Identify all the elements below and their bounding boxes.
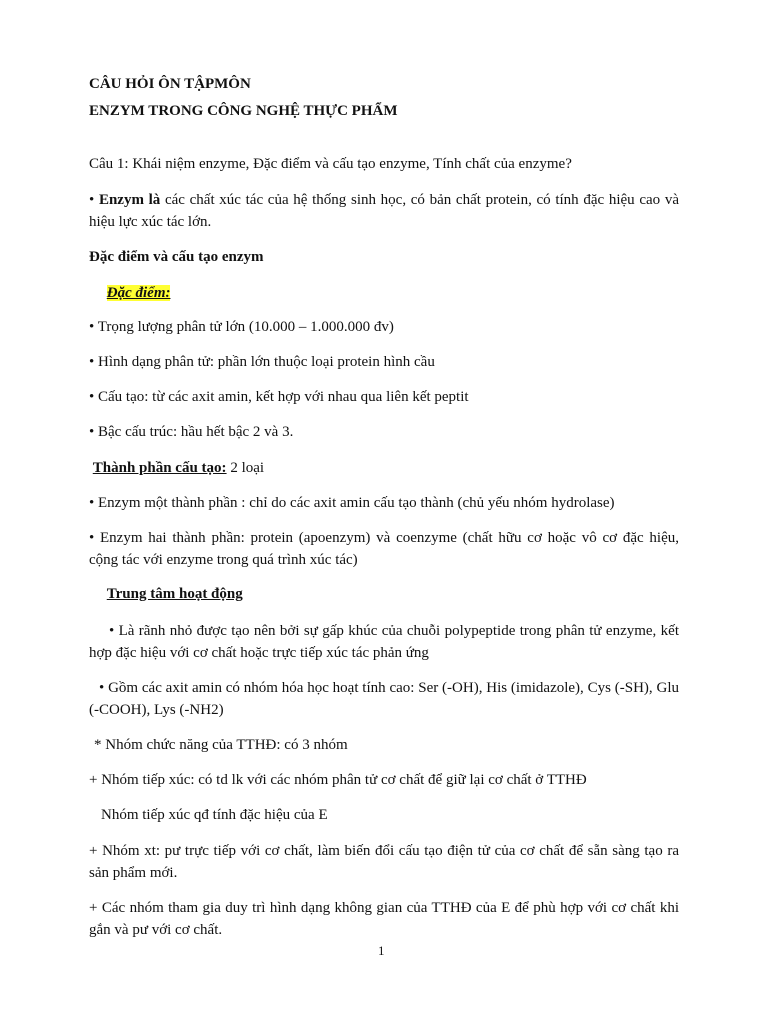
feature-item: • Hình dạng phân tử: phần lớn thuộc loại protein hình cầu — [89, 354, 435, 370]
section-heading: Đặc điểm và cấu tạo enzym — [89, 249, 264, 265]
feature-item: • Bậc cấu trúc: hầu hết bậc 2 và 3. — [89, 424, 294, 440]
definition-text: các chất xúc tác của hệ thống sinh học, có bản chất protein, có tính đặc hiệu cao và hiệu lực xúc tác lớn. — [89, 192, 680, 230]
features-heading — [89, 282, 679, 304]
composition-value: 2 loại — [226, 460, 265, 476]
composition-item: • Enzym một thành phần : chỉ do các axit amin cấu tạo thành (chủ yếu nhóm hydrolase) — [89, 495, 615, 511]
composition-item: • Enzym hai thành phần: protein (apoenzym) và coenzyme (chất hữu cơ hoặc vô cơ đặc hiệu, cộng tác với enzyme trong quá trình xúc tác) — [89, 530, 679, 568]
features-label: Đặc điểm: — [106, 285, 171, 301]
group-item: + Các nhóm tham gia duy trì hình dạng không gian của TTHĐ của E để phù hợp với cơ chất khi gắn và pư với cơ chất. — [89, 900, 679, 938]
groups-intro: * Nhóm chức năng của TTHĐ: có 3 nhóm — [94, 737, 348, 753]
active-center-label: Trung tâm hoạt động — [106, 586, 243, 602]
definition-paragraph — [89, 189, 679, 233]
question-1: Câu 1: Khái niệm enzyme, Đặc điểm và cấu tạo enzyme, Tính chất của enzyme? — [89, 156, 572, 172]
composition-label: Thành phần cấu tạo: — [92, 460, 227, 476]
title-line-2: ENZYM TRONG CÔNG NGHỆ THỰC PHẨM — [89, 103, 398, 119]
active-center-item: • Là rãnh nhỏ được tạo nên bởi sự gấp khúc của chuỗi polypeptide trong phân tử enzyme, kết hợp đặc hiệu với cơ chất hoặc trực tiếp xúc tác phản ứng — [89, 623, 679, 661]
title-line-1: CÂU HỎI ÔN TẬPMÔN — [89, 76, 251, 92]
group-item: Nhóm tiếp xúc qđ tính đặc hiệu của E — [101, 807, 328, 823]
active-center-heading — [89, 583, 679, 605]
composition-heading — [89, 457, 679, 479]
bullet: • — [89, 192, 95, 208]
page-number: 1 — [378, 943, 385, 958]
feature-item: • Trọng lượng phân tử lớn (10.000 – 1.000.000 đv) — [89, 319, 394, 335]
group-item: + Nhóm tiếp xúc: có td lk với các nhóm phân tử cơ chất để giữ lại cơ chất ở TTHĐ — [89, 772, 587, 788]
group-item: + Nhóm xt: pư trực tiếp với cơ chất, làm biến đổi cấu tạo điện tử của cơ chất để sẵn sàng tạo ra sản phẩm mới. — [89, 843, 679, 881]
active-center-item: • Gồm các axit amin có nhóm hóa học hoạt tính cao: Ser (-OH), His (imidazole), Cys (-SH), Glu (-COOH), Lys (-NH2) — [89, 680, 679, 718]
definition-term: Enzym là — [98, 192, 161, 208]
feature-item: • Cấu tạo: từ các axit amin, kết hợp với nhau qua liên kết peptit — [89, 389, 469, 405]
